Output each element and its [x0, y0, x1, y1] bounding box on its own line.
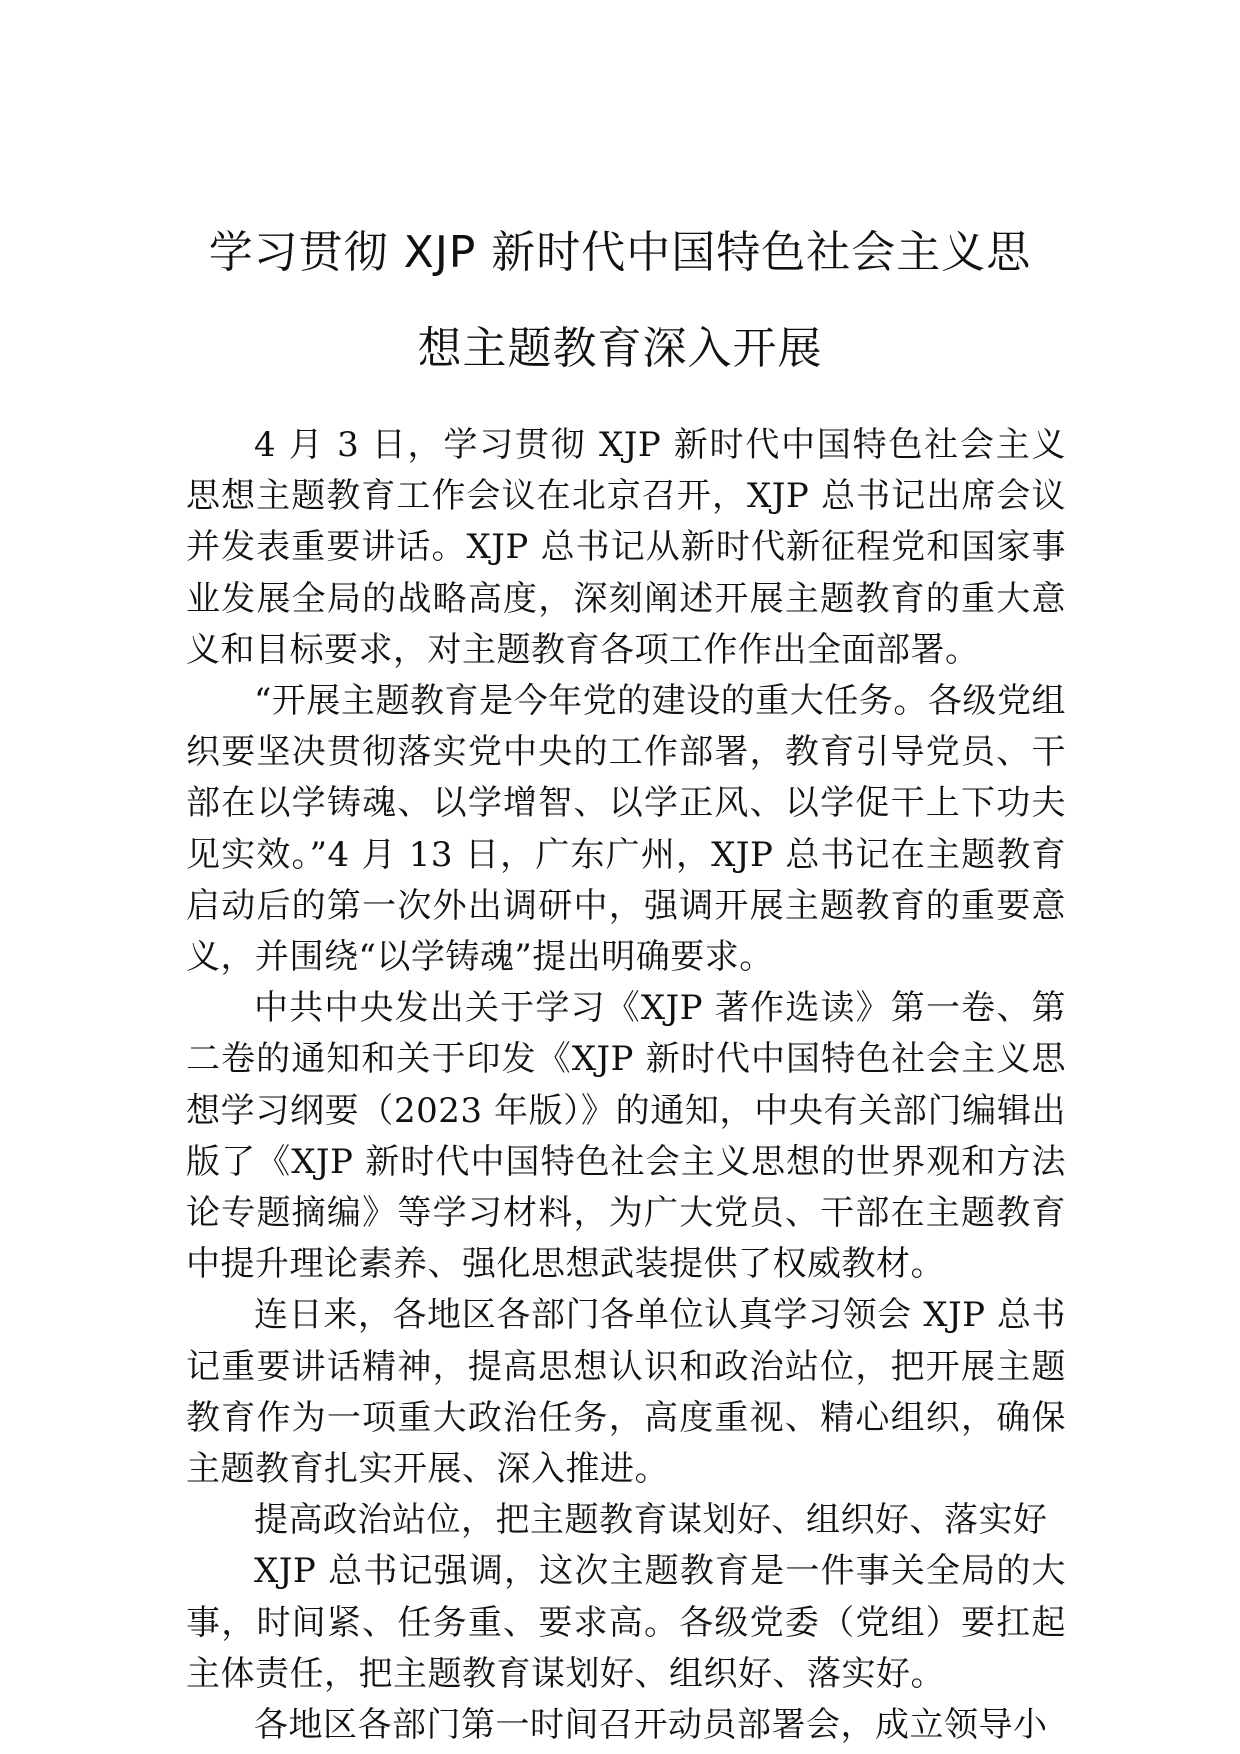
section-subheading: 提高政治站位，把主题教育谋划好、组织好、落实好 [254, 1500, 1048, 1541]
paragraph-mobilization: 各地区各部门第一时间召开动员部署会，成立领导小 [254, 1705, 1048, 1746]
document-body [186, 420, 1066, 1751]
document-title [150, 205, 1090, 397]
paragraph-implementation: 连日来，各地区各部门各单位认真学习领会 XJP 总书记重要讲话精神，提高思想认识和政治站位，把开展主题教育作为一项重大政治任务，高度重视、精心组织，确保主题教育扎实开展、深入推进。 [186, 1295, 1066, 1490]
paragraph-responsibility: XJP 总书记强调，这次主题教育是一件事关全局的大事，时间紧、任务重、要求高。各级党委（党组）要扛起主体责任，把主题教育谋划好、组织好、落实好。 [186, 1551, 1066, 1694]
paragraph-materials: 中共中央发出关于学习《XJP 著作选读》第一卷、第二卷的通知和关于印发《XJP 新时代中国特色社会主义思想学习纲要（2023 年版）》的通知，中央有关部门编辑出版了《XJP 新时代中国特色社会主义思想的世界观和方法论专题摘编》等学习材料，为广大党员、干部在主题教育中提升理论素养、强化思想武装提供了权威教材。 [186, 988, 1066, 1285]
title-line-1: 学习贯彻 XJP 新时代中国特色社会主义思 [208, 227, 1032, 278]
paragraph-quote: “开展主题教育是今年党的建设的重大任务。各级党组织要坚决贯彻落实党中央的工作部署，教育引导党员、干部在以学铸魂、以学增智、以学正风、以学促干上下功夫见实效。”4 月 13 日，广东广州，XJP 总书记在主题教育启动后的第一次外出调研中，强调开展主题教育的重要意义，并围绕“以学铸魂”提出明确要求。 [186, 681, 1066, 978]
title-line-2: 想主题教育深入开展 [417, 323, 823, 374]
paragraph-meeting: 4 月 3 日，学习贯彻 XJP 新时代中国特色社会主义思想主题教育工作会议在北京召开，XJP 总书记出席会议并发表重要讲话。XJP 总书记从新时代新征程党和国家事业发展全局的战略高度，深刻阐述开展主题教育的重大意义和目标要求，对主题教育各项工作作出全面部署。 [186, 425, 1066, 670]
